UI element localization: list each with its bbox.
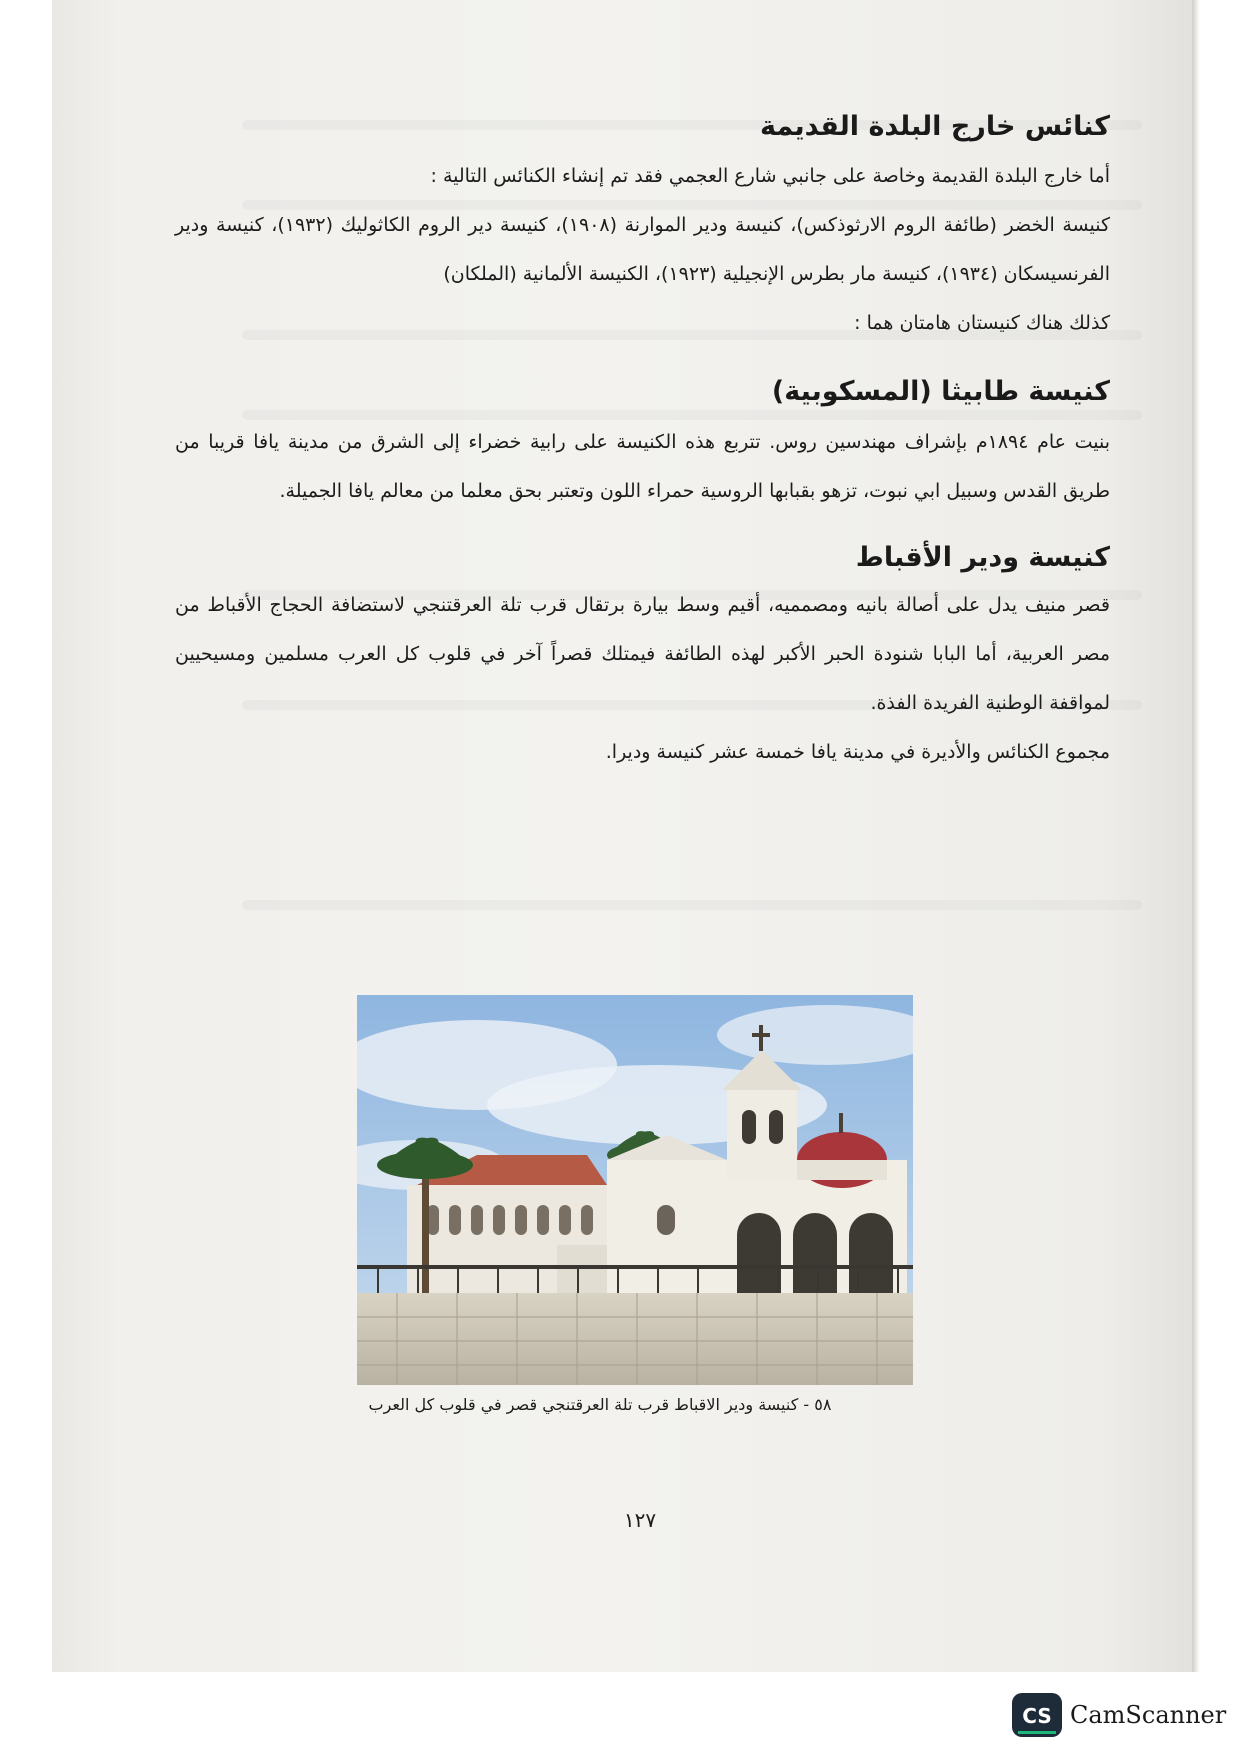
camscanner-badge: CS bbox=[1022, 1704, 1052, 1728]
figure-caption: ٥٨ - كنيسة ودير الاقباط قرب تلة العرقتنجي قصر في قلوب كل العرب bbox=[368, 1395, 832, 1414]
intro-line: أما خارج البلدة القديمة وخاصة على جانبي شارع العجمي فقد تم إنشاء الكنائس التالية : bbox=[430, 164, 1110, 187]
page-edge bbox=[1192, 0, 1200, 1672]
church-photo bbox=[357, 995, 913, 1385]
churches-list-paragraph: كنيسة الخضر (طائفة الروم الارثوذكس)، كنيسة ودير الموارنة (١٩٠٨)، كنيسة دير الروم الكاثوليك (١٩٣٢)، كنيسة ودير الفرنسيسكان (١٩٣٤)، كنيسة مار بطرس الإنجيلية (١٩٢٣)، الكنيسة الألمانية (الملكان) bbox=[175, 213, 1111, 285]
summary-line: مجموع الكنائس والأديرة في مدينة يافا خمسة عشر كنيسة وديرا. bbox=[605, 740, 1110, 763]
heading-coptic-church: كنيسة ودير الأقباط bbox=[855, 542, 1110, 573]
bleed-through-line bbox=[242, 900, 1142, 910]
heading-tabitha-church: كنيسة طابيثا (المسكوبية) bbox=[771, 375, 1110, 407]
page-number: ١٢٧ bbox=[623, 1508, 657, 1532]
camscanner-logo bbox=[1012, 1693, 1062, 1737]
camscanner-label: CamScanner bbox=[1070, 1701, 1227, 1729]
tabitha-paragraph: بنيت عام ١٨٩٤م بإشراف مهندسين روس. تتربع هذه الكنيسة على رابية خضراء إلى الشرق من مدينة يافا قريبا من طريق القدس وسبيل ابي نبوت، تزهو بقبابها الروسية حمراء اللون وتعتبر بحق معلما من معالم يافا الجميلة. bbox=[175, 431, 1110, 502]
camscanner-watermark bbox=[1012, 1690, 1226, 1740]
coptic-paragraph: قصر منيف يدل على أصالة بانيه ومصمميه، أقيم وسط بيارة برتقال قرب تلة العرقتنجي لاستضافة الحجاج الأقباط من مصر العربية، أما البابا شنودة الحبر الأكبر لهذه الطائفة فيمتلك قصراً آخر في قلوب كل العرب مسلمين ومسيحيين لمواقفة الوطنية الفريدة الفذة. bbox=[175, 593, 1110, 714]
two-churches-line: كذلك هناك كنيستان هامتان هما : bbox=[854, 311, 1110, 334]
section-outside-old-city bbox=[175, 152, 1110, 348]
heading-outside-old-city: كنائس خارج البلدة القديمة bbox=[760, 111, 1110, 142]
page-text bbox=[175, 105, 1110, 777]
